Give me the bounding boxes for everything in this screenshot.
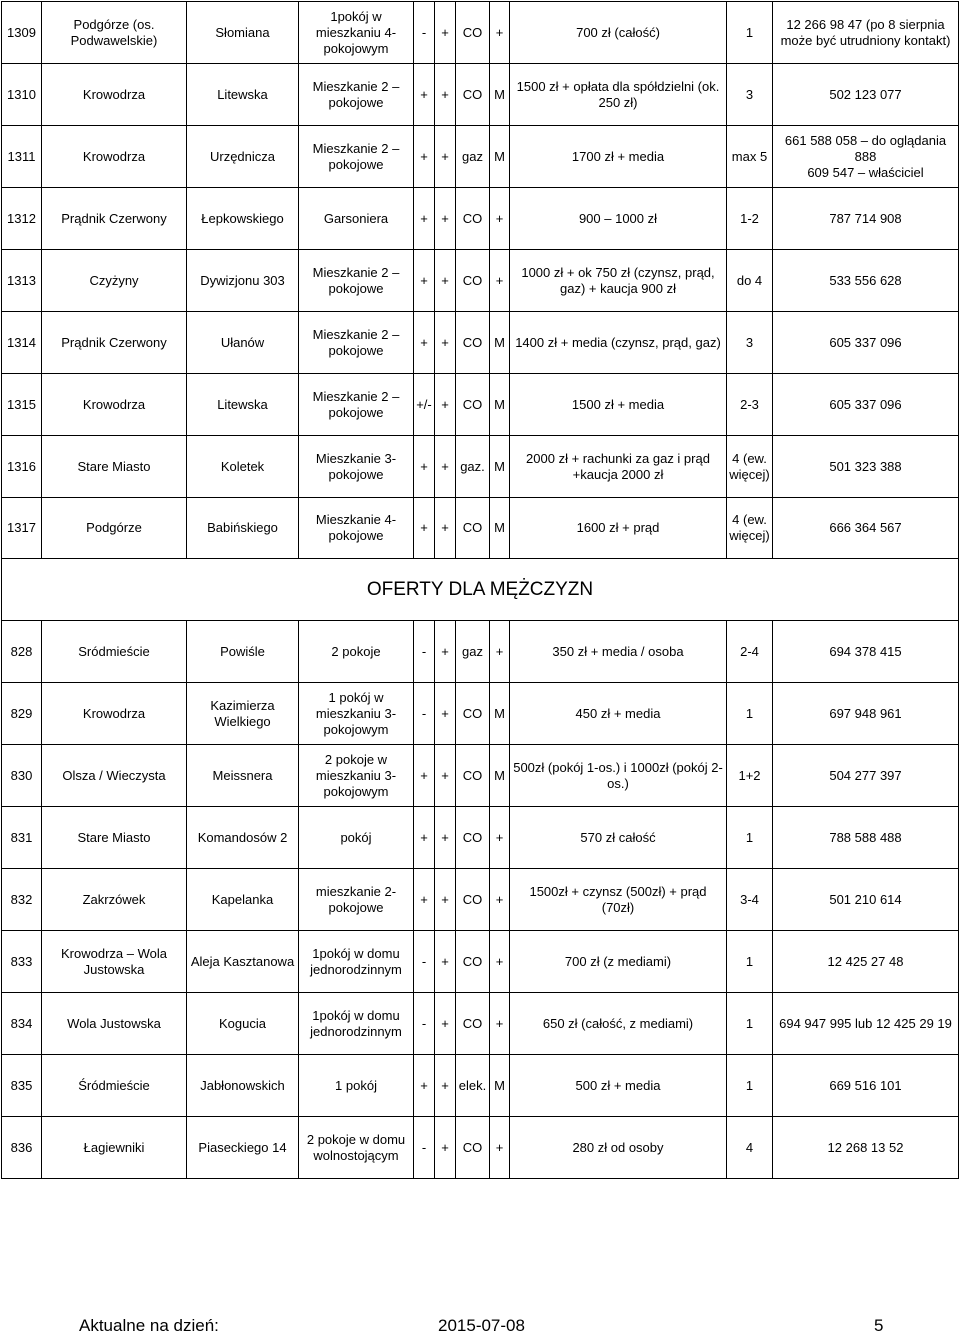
- cell-col-b: +: [435, 188, 456, 250]
- cell-col-persons: 1: [727, 931, 773, 993]
- cell-col-price: 2000 zł + rachunki za gaz i prąd +kaucja 2000 zł: [510, 436, 727, 498]
- cell-col-b: +: [435, 1117, 456, 1179]
- cell-col-heating: CO: [456, 498, 490, 559]
- cell-col-type: Mieszkanie 2 – pokojowe: [299, 312, 414, 374]
- cell-col-a: -: [414, 683, 435, 745]
- cell-col-persons: 3: [727, 312, 773, 374]
- cell-col-contact: 694 947 995 lub 12 425 29 19: [773, 993, 959, 1055]
- cell-col-district: Zakrzówek: [42, 869, 187, 931]
- cell-col-persons: do 4: [727, 250, 773, 312]
- cell-col-nr: 1313: [2, 250, 42, 312]
- cell-col-a: +: [414, 807, 435, 869]
- cell-col-nr: 1312: [2, 188, 42, 250]
- cell-col-district: Podgórze (os. Podwawelskie): [42, 2, 187, 64]
- cell-col-c: +: [490, 188, 510, 250]
- cell-col-persons: 2-3: [727, 374, 773, 436]
- cell-col-heating: CO: [456, 745, 490, 807]
- cell-col-contact: 502 123 077: [773, 64, 959, 126]
- cell-col-type: Mieszkanie 3- pokojowe: [299, 436, 414, 498]
- cell-col-b: +: [435, 993, 456, 1055]
- cell-col-c: M: [490, 126, 510, 188]
- cell-col-a: +: [414, 436, 435, 498]
- cell-col-c: +: [490, 1117, 510, 1179]
- cell-col-b: +: [435, 1055, 456, 1117]
- cell-col-street: Jabłonowskich: [187, 1055, 299, 1117]
- cell-col-price: 1500zł + czynsz (500zł) + prąd (70zł): [510, 869, 727, 931]
- cell-col-c: M: [490, 1055, 510, 1117]
- cell-col-contact: 12 268 13 52: [773, 1117, 959, 1179]
- cell-col-c: M: [490, 312, 510, 374]
- cell-col-type: 2 pokoje: [299, 621, 414, 683]
- cell-col-contact: 533 556 628: [773, 250, 959, 312]
- cell-col-contact: 504 277 397: [773, 745, 959, 807]
- cell-col-contact: 669 516 101: [773, 1055, 959, 1117]
- cell-col-a: +: [414, 126, 435, 188]
- cell-col-a: +: [414, 745, 435, 807]
- cell-col-price: 350 zł + media / osoba: [510, 621, 727, 683]
- cell-col-nr: 834: [2, 993, 42, 1055]
- cell-col-street: Dywizjonu 303: [187, 250, 299, 312]
- cell-col-district: Krowodrza – Wola Justowska: [42, 931, 187, 993]
- cell-col-type: 1pokój w domu jednorodzinnym: [299, 993, 414, 1055]
- cell-col-heating: elek.: [456, 1055, 490, 1117]
- cell-col-type: mieszkanie 2- pokojowe: [299, 869, 414, 931]
- cell-col-contact: 694 378 415: [773, 621, 959, 683]
- table-row: [2, 498, 959, 559]
- cell-col-persons: 1: [727, 1055, 773, 1117]
- cell-col-persons: 4 (ew. więcej): [727, 436, 773, 498]
- cell-col-a: +: [414, 498, 435, 559]
- table-row: [2, 374, 959, 436]
- cell-col-persons: 1: [727, 683, 773, 745]
- cell-col-persons: 1-2: [727, 188, 773, 250]
- cell-col-contact: 787 714 908: [773, 188, 959, 250]
- cell-col-c: +: [490, 2, 510, 64]
- cell-col-price: 500 zł + media: [510, 1055, 727, 1117]
- cell-col-c: M: [490, 683, 510, 745]
- cell-col-persons: 1: [727, 807, 773, 869]
- cell-col-persons: 3-4: [727, 869, 773, 931]
- cell-col-street: Komandosów 2: [187, 807, 299, 869]
- cell-col-price: 1700 zł + media: [510, 126, 727, 188]
- cell-col-type: Mieszkanie 4- pokojowe: [299, 498, 414, 559]
- page-number: 5: [874, 1316, 884, 1335]
- cell-col-c: +: [490, 931, 510, 993]
- cell-col-district: Czyżyny: [42, 250, 187, 312]
- cell-col-price: 1000 zł + ok 750 zł (czynsz, prąd, gaz) + kaucja 900 zł: [510, 250, 727, 312]
- cell-col-nr: 1309: [2, 2, 42, 64]
- cell-col-a: +: [414, 64, 435, 126]
- cell-col-nr: 830: [2, 745, 42, 807]
- cell-col-a: -: [414, 2, 435, 64]
- cell-col-c: M: [490, 436, 510, 498]
- table-row: [2, 312, 959, 374]
- cell-col-type: 2 pokoje w mieszkaniu 3- pokojowym: [299, 745, 414, 807]
- cell-col-b: +: [435, 931, 456, 993]
- cell-col-heating: CO: [456, 869, 490, 931]
- cell-col-heating: CO: [456, 993, 490, 1055]
- cell-col-district: Krowodrza: [42, 374, 187, 436]
- cell-col-heating: CO: [456, 807, 490, 869]
- section-title: OFERTY DLA MĘŻCZYZN: [2, 559, 959, 621]
- cell-col-b: +: [435, 621, 456, 683]
- table-body: [2, 2, 959, 1179]
- cell-col-persons: 1: [727, 2, 773, 64]
- cell-col-price: 570 zł całość: [510, 807, 727, 869]
- cell-col-b: +: [435, 126, 456, 188]
- cell-col-b: +: [435, 312, 456, 374]
- cell-col-contact: 12 425 27 48: [773, 931, 959, 993]
- cell-col-c: +: [490, 869, 510, 931]
- cell-col-a: +/-: [414, 374, 435, 436]
- cell-col-heating: CO: [456, 312, 490, 374]
- cell-col-type: 1pokój w mieszkaniu 4- pokojowym: [299, 2, 414, 64]
- cell-col-b: +: [435, 807, 456, 869]
- cell-col-price: 1500 zł + opłata dla spółdzielni (ok. 250 zł): [510, 64, 727, 126]
- cell-col-street: Słomiana: [187, 2, 299, 64]
- cell-col-street: Kapelanka: [187, 869, 299, 931]
- cell-col-price: 280 zł od osoby: [510, 1117, 727, 1179]
- cell-col-c: +: [490, 807, 510, 869]
- cell-col-a: -: [414, 1117, 435, 1179]
- footer-label: Aktualne na dzień:: [79, 1316, 219, 1335]
- cell-col-b: +: [435, 374, 456, 436]
- cell-col-nr: 833: [2, 931, 42, 993]
- table-row: [2, 436, 959, 498]
- cell-col-street: Meissnera: [187, 745, 299, 807]
- cell-col-type: 1 pokój: [299, 1055, 414, 1117]
- table-row: [2, 64, 959, 126]
- cell-col-heating: CO: [456, 683, 490, 745]
- cell-col-nr: 835: [2, 1055, 42, 1117]
- table-row: [2, 1117, 959, 1179]
- cell-col-contact: 12 266 98 47 (po 8 sierpnia może być utrudniony kontakt): [773, 2, 959, 64]
- cell-col-a: +: [414, 312, 435, 374]
- table-row: [2, 1055, 959, 1117]
- cell-col-street: Kogucia: [187, 993, 299, 1055]
- cell-col-type: pokój: [299, 807, 414, 869]
- cell-col-district: Krowodrza: [42, 683, 187, 745]
- cell-col-price: 900 – 1000 zł: [510, 188, 727, 250]
- cell-col-nr: 831: [2, 807, 42, 869]
- cell-col-heating: gaz.: [456, 436, 490, 498]
- table-row: [2, 188, 959, 250]
- cell-col-type: 2 pokoje w domu wolnostojącym: [299, 1117, 414, 1179]
- cell-col-district: Podgórze: [42, 498, 187, 559]
- table-row: [2, 869, 959, 931]
- cell-col-district: Łagiewniki: [42, 1117, 187, 1179]
- cell-col-district: Wola Justowska: [42, 993, 187, 1055]
- cell-col-type: Mieszkanie 2 – pokojowe: [299, 64, 414, 126]
- cell-col-c: M: [490, 745, 510, 807]
- cell-col-persons: 1+2: [727, 745, 773, 807]
- cell-col-district: Olsza / Wieczysta: [42, 745, 187, 807]
- cell-col-a: +: [414, 1055, 435, 1117]
- cell-col-heating: CO: [456, 374, 490, 436]
- cell-col-contact: 661 588 058 – do oglądania 888 609 547 – właściciel: [773, 126, 959, 188]
- cell-col-district: Prądnik Czerwony: [42, 188, 187, 250]
- cell-col-persons: 4 (ew. więcej): [727, 498, 773, 559]
- cell-col-price: 1500 zł + media: [510, 374, 727, 436]
- cell-col-nr: 836: [2, 1117, 42, 1179]
- table-row: [2, 807, 959, 869]
- cell-col-nr: 832: [2, 869, 42, 931]
- cell-col-c: +: [490, 621, 510, 683]
- cell-col-contact: 666 364 567: [773, 498, 959, 559]
- cell-col-street: Łepkowskiego: [187, 188, 299, 250]
- cell-col-type: 1 pokój w mieszkaniu 3- pokojowym: [299, 683, 414, 745]
- cell-col-contact: 697 948 961: [773, 683, 959, 745]
- cell-col-price: 450 zł + media: [510, 683, 727, 745]
- cell-col-street: Urzędnicza: [187, 126, 299, 188]
- table-row: [2, 621, 959, 683]
- cell-col-b: +: [435, 869, 456, 931]
- cell-col-contact: 605 337 096: [773, 312, 959, 374]
- cell-col-a: -: [414, 621, 435, 683]
- table-row: [2, 683, 959, 745]
- cell-col-b: +: [435, 2, 456, 64]
- cell-col-street: Babińskiego: [187, 498, 299, 559]
- cell-col-persons: 4: [727, 1117, 773, 1179]
- cell-col-price: 700 zł (całość): [510, 2, 727, 64]
- table-row: [2, 745, 959, 807]
- cell-col-persons: 3: [727, 64, 773, 126]
- cell-col-persons: 1: [727, 993, 773, 1055]
- cell-col-b: +: [435, 64, 456, 126]
- cell-col-nr: 829: [2, 683, 42, 745]
- cell-col-district: Stare Miasto: [42, 807, 187, 869]
- cell-col-nr: 1314: [2, 312, 42, 374]
- cell-col-district: Stare Miasto: [42, 436, 187, 498]
- cell-col-district: Śródmieście: [42, 1055, 187, 1117]
- cell-col-street: Aleja Kasztanowa: [187, 931, 299, 993]
- cell-col-type: Mieszkanie 2 – pokojowe: [299, 250, 414, 312]
- cell-col-type: Garsoniera: [299, 188, 414, 250]
- cell-col-price: 700 zł (z mediami): [510, 931, 727, 993]
- cell-col-heating: CO: [456, 931, 490, 993]
- cell-col-c: M: [490, 498, 510, 559]
- cell-col-price: 1400 zł + media (czynsz, prąd, gaz): [510, 312, 727, 374]
- section-header-row: [2, 559, 959, 621]
- cell-col-district: Prądnik Czerwony: [42, 312, 187, 374]
- cell-col-b: +: [435, 683, 456, 745]
- cell-col-b: +: [435, 745, 456, 807]
- cell-col-street: Kazimierza Wielkiego: [187, 683, 299, 745]
- cell-col-persons: 2-4: [727, 621, 773, 683]
- cell-col-heating: CO: [456, 64, 490, 126]
- cell-col-district: Krowodrza: [42, 126, 187, 188]
- cell-col-street: Powiśle: [187, 621, 299, 683]
- cell-col-c: +: [490, 250, 510, 312]
- cell-col-a: -: [414, 931, 435, 993]
- cell-col-a: -: [414, 993, 435, 1055]
- cell-col-street: Koletek: [187, 436, 299, 498]
- cell-col-heating: gaz: [456, 126, 490, 188]
- table-row: [2, 250, 959, 312]
- cell-col-street: Litewska: [187, 374, 299, 436]
- cell-col-b: +: [435, 436, 456, 498]
- cell-col-street: Ułanów: [187, 312, 299, 374]
- cell-col-b: +: [435, 498, 456, 559]
- cell-col-persons: max 5: [727, 126, 773, 188]
- cell-col-type: 1pokój w domu jednorodzinnym: [299, 931, 414, 993]
- cell-col-type: Mieszkanie 2 – pokojowe: [299, 374, 414, 436]
- cell-col-heating: CO: [456, 188, 490, 250]
- cell-col-c: M: [490, 64, 510, 126]
- cell-col-nr: 828: [2, 621, 42, 683]
- cell-col-district: Sródmieście: [42, 621, 187, 683]
- cell-col-district: Krowodrza: [42, 64, 187, 126]
- table-row: [2, 2, 959, 64]
- listings-table: [1, 1, 959, 1179]
- cell-col-contact: 501 323 388: [773, 436, 959, 498]
- cell-col-nr: 1310: [2, 64, 42, 126]
- cell-col-nr: 1315: [2, 374, 42, 436]
- cell-col-a: +: [414, 188, 435, 250]
- cell-col-b: +: [435, 250, 456, 312]
- cell-col-contact: 788 588 488: [773, 807, 959, 869]
- cell-col-contact: 605 337 096: [773, 374, 959, 436]
- cell-col-nr: 1311: [2, 126, 42, 188]
- table-row: [2, 126, 959, 188]
- footer-date: 2015-07-08: [438, 1316, 525, 1335]
- cell-col-heating: gaz: [456, 621, 490, 683]
- table-row: [2, 993, 959, 1055]
- cell-col-a: +: [414, 250, 435, 312]
- table-row: [2, 931, 959, 993]
- cell-col-street: Piaseckiego 14: [187, 1117, 299, 1179]
- cell-col-c: M: [490, 374, 510, 436]
- cell-col-contact: 501 210 614: [773, 869, 959, 931]
- cell-col-heating: CO: [456, 2, 490, 64]
- cell-col-price: 500zł (pokój 1-os.) i 1000zł (pokój 2- os.): [510, 745, 727, 807]
- cell-col-price: 650 zł (całość, z mediami): [510, 993, 727, 1055]
- cell-col-heating: CO: [456, 250, 490, 312]
- cell-col-nr: 1316: [2, 436, 42, 498]
- cell-col-type: Mieszkanie 2 – pokojowe: [299, 126, 414, 188]
- cell-col-price: 1600 zł + prąd: [510, 498, 727, 559]
- cell-col-c: +: [490, 993, 510, 1055]
- cell-col-nr: 1317: [2, 498, 42, 559]
- cell-col-a: +: [414, 869, 435, 931]
- cell-col-street: Litewska: [187, 64, 299, 126]
- cell-col-heating: CO: [456, 1117, 490, 1179]
